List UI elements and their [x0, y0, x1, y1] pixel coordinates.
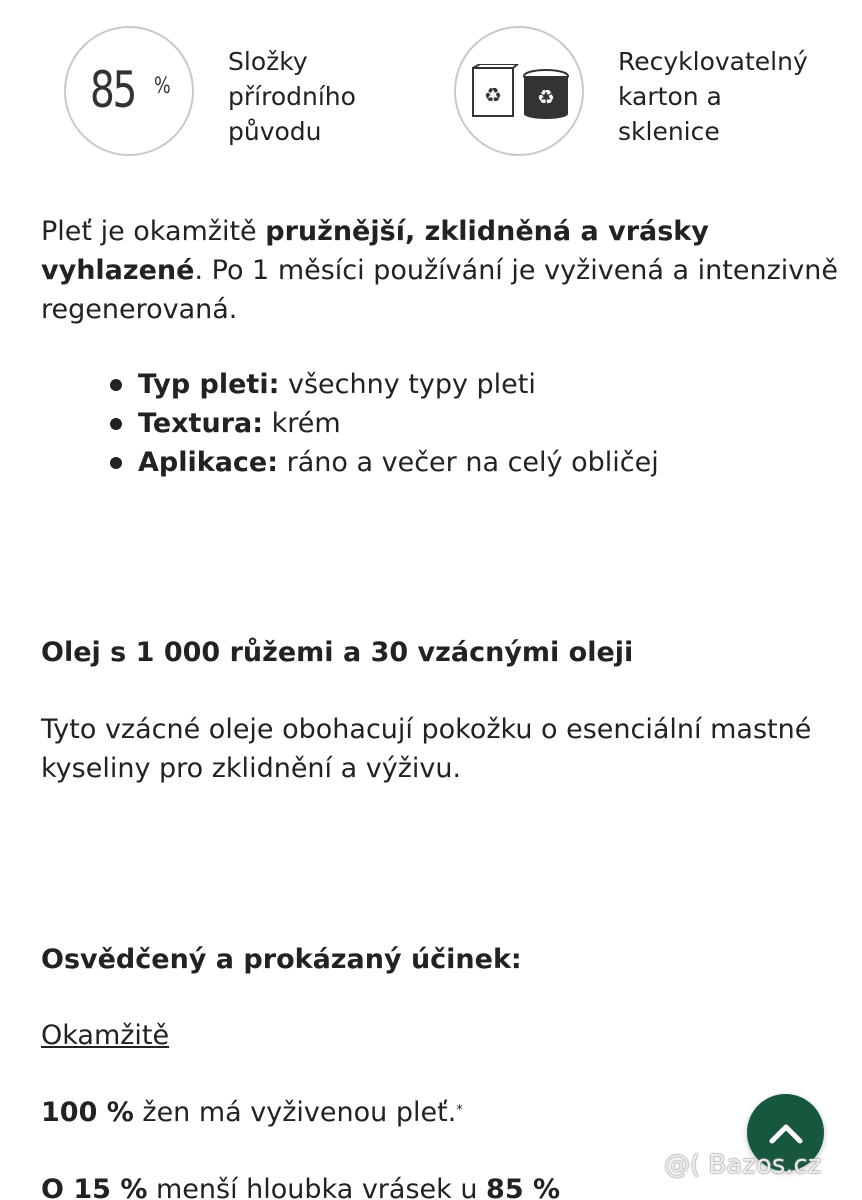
badge-label-line: karton a	[618, 82, 722, 111]
badge-label-line: sklenice	[618, 117, 720, 146]
oil-heading: Olej s 1 000 růžemi a 30 vzácnými oleji	[41, 637, 634, 668]
footnote-marker: *	[456, 1103, 463, 1118]
intro-text: Pleť je okamžitě	[41, 216, 266, 247]
stat-text: žen má vyživenou pleť.	[133, 1097, 457, 1128]
badge-percent-unit: %	[154, 74, 171, 99]
badge-label-line: Složky	[228, 47, 308, 76]
stat-value: O 15 %	[41, 1174, 148, 1200]
attribute-label: Typ pleti:	[138, 369, 280, 400]
attribute-value: ráno a večer na celý obličej	[278, 447, 659, 478]
list-item	[108, 365, 659, 404]
stat-value: 85 %	[486, 1174, 561, 1200]
intro-paragraph	[41, 212, 841, 329]
instant-subheading: Okamžitě	[41, 1020, 170, 1051]
svg-text:♻: ♻	[484, 83, 502, 107]
attribute-label: Textura:	[138, 408, 264, 439]
recyclable-badge	[454, 26, 854, 160]
natural-origin-label	[228, 44, 356, 149]
attribute-value: krém	[263, 408, 341, 439]
stat-nourished-skin	[41, 1093, 841, 1132]
recyclable-label	[618, 44, 808, 149]
svg-text:♻: ♻	[537, 85, 555, 109]
product-attributes-list	[108, 365, 659, 482]
recycle-packaging-icon	[470, 64, 570, 120]
badge-label-line: Recyklovatelný	[618, 47, 808, 76]
list-item	[108, 404, 659, 443]
chevron-up-icon	[769, 1122, 803, 1144]
stat-value: 100 %	[41, 1097, 134, 1128]
badge-label-line: původu	[228, 117, 322, 146]
attribute-value: všechny typy pleti	[279, 369, 536, 400]
recyclable-box-jar-icon	[454, 26, 584, 156]
intro-bold-text: pružnější, zklidněná a vrásky vyhlazené	[41, 216, 709, 286]
feature-badges	[64, 26, 854, 160]
stat-text: menší hloubka vrásek u	[147, 1174, 487, 1200]
percent-85-icon	[64, 26, 194, 156]
badge-percent-value: 85	[90, 61, 135, 119]
watermark: @( Bazos.cz	[664, 1150, 822, 1180]
list-item	[108, 443, 659, 482]
intro-text: . Po 1 měsíci používání je vyživená a intenzivně regenerovaná.	[41, 255, 838, 325]
natural-origin-badge	[64, 26, 404, 160]
attribute-label: Aplikace:	[138, 447, 279, 478]
oil-paragraph: Tyto vzácné oleje obohacují pokožku o esenciální mastné kyseliny pro zklidnění a výživu.	[41, 714, 812, 784]
badge-label-line: přírodního	[228, 82, 356, 111]
proven-effect-heading: Osvědčený a prokázaný účinek:	[41, 944, 522, 975]
